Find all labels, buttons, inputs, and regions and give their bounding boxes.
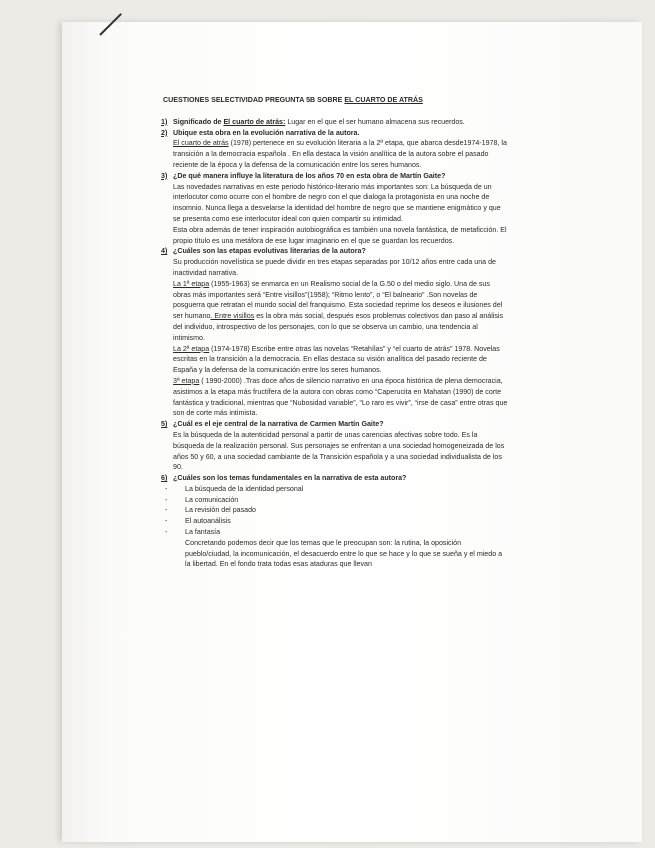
question-number: 4) <box>161 247 168 256</box>
question-1: 1) Significado de El cuarto de atrás: Lugar en el que el ser humano almacena sus recuerdos. <box>161 117 465 126</box>
document-body <box>163 95 508 570</box>
stage-2: La 2ª etapa (1974-1978) Escribe entre otras las novelas “Retahílas” y “el cuarto de atrás” 1978. Novelas escritas en la transición a la democracia. En ellas destaca su visión analítica del pasado reciente de España y la defensa de la comunicación entre los seres humanos. <box>173 344 500 375</box>
answer-4-intro: Su producción novelística se puede dividir en tres etapas separadas por 10/12 años entre cada una de inactividad narrativa. <box>173 258 496 277</box>
answer-3-paragraph-1: Las novedades narrativas en este periodo histórico-literario más importantes son: La búsqueda de un interlocutor como ocurre con el hombre de negro con el que dialoga la protagonista en una noche de insomnio. Nunca llega a desvelarse la identidad del hombre de negro que se mantiene enigmático y que se presenta como ese interlocutor ideal con quien compartir su intimidad. <box>173 182 501 223</box>
answer-6-conclusion: Concretando podemos decir que los temas que le preocupan son: la rutina, la oposición pueblo/ciudad, la incomunicación, el desacuerdo entre lo que se hace y lo que se sueña y el miedo a la libertad. En el fondo trata todas esas ataduras que llevan <box>185 538 503 569</box>
question-text: ¿Cuáles son los temas fundamentales en la narrativa de esta autora? <box>173 474 407 483</box>
theme-item: - El autoanálisis <box>163 516 508 527</box>
question-text: ¿Cuál es el eje central de la narrativa de Carmen Martín Gaite? <box>173 420 384 429</box>
question-6 <box>163 473 508 484</box>
stage-1: La 1ª etapa (1955-1963) se enmarca en un Realismo social de la G.50 o del medio siglo. Una de sus obras más importantes será “Entre visillos”(1958); “Ritmo lento”, o “El balneario” .Son novelas de posguerra que retratan el mundo social del franquismo. Esta sociedad reprime los deseos e ilusiones del ser humano. Entre visillos es la obra más social, después esos problemas colectivos dan paso al análisis del individuo, introspectivo de los personajes, con lo que se observa un cambio, una tendencia al intimismo. <box>173 279 504 342</box>
document-title: CUESTIONES SELECTIVIDAD PREGUNTA 5B SOBRE EL CUARTO DE ATRÁS <box>163 96 423 104</box>
theme-item: - La búsqueda de la identidad personal <box>163 484 508 495</box>
question-number: 3) <box>161 171 168 180</box>
theme-item: - La fantasía <box>163 527 508 538</box>
question-number: 5) <box>161 420 168 429</box>
question-text: Ubique esta obra en la evolución narrativa de la autora. <box>173 128 360 137</box>
question-3 <box>163 171 508 182</box>
question-number: 6) <box>161 474 168 483</box>
question-number: 2) <box>161 128 168 137</box>
question-4 <box>163 246 508 257</box>
question-5 <box>163 419 508 430</box>
theme-item: - La comunicación <box>163 495 508 506</box>
question-2 <box>163 128 508 139</box>
stage-3: 3ª etapa ( 1990-2000) .Tras doce años de silencio narrativo en una época histórica de plena democracia, asistimos a la etapa más fructífera de la autora con obras como “Caperucita en Mahatan (1990) de corte fantástica y tradicional, mientras que “Nubosidad variable”, “Lo raro es vivir”, “irse de casa” entre otras que son de corte más intimista. <box>173 376 508 418</box>
theme-item: - La revisión del pasado <box>163 505 508 516</box>
book-title: El cuarto de atrás: <box>223 117 286 126</box>
answer-5: Es la búsqueda de la autenticidad personal a partir de unas carencias afectivas sobre todo. Es la búsqueda de la realización personal. Sus personajes se enfrentan a una sociedad homogeneizada de los años 50 y 60, a una sociedad cambiante de la Transición española y a una sociedad individualista de los 90. <box>173 430 505 472</box>
question-number: 1) <box>161 117 168 126</box>
question-text: ¿Cuáles son las etapas evolutivas literarias de la autora? <box>173 247 366 256</box>
answer-3-paragraph-2: Esta obra además de tener inspiración autobiográfica es también una novela fantástica, de metaficción. El propio título es una metáfora de ese lugar imaginario en el que se guardan los recuerdos. <box>173 225 507 245</box>
answer-2: El cuarto de atrás (1978) pertenece en su evolución literaria a la 2ª etapa, que abarca desde1974-1978, la transición a la democracia española . En ella destaca la visión analítica de la autora sobre el pasado reciente de la época y la defensa de la comunicación entre los seres humanos. <box>173 139 507 169</box>
question-text: ¿De qué manera influye la literatura de los años 70 en esta obra de Martín Gaite? <box>173 171 446 180</box>
